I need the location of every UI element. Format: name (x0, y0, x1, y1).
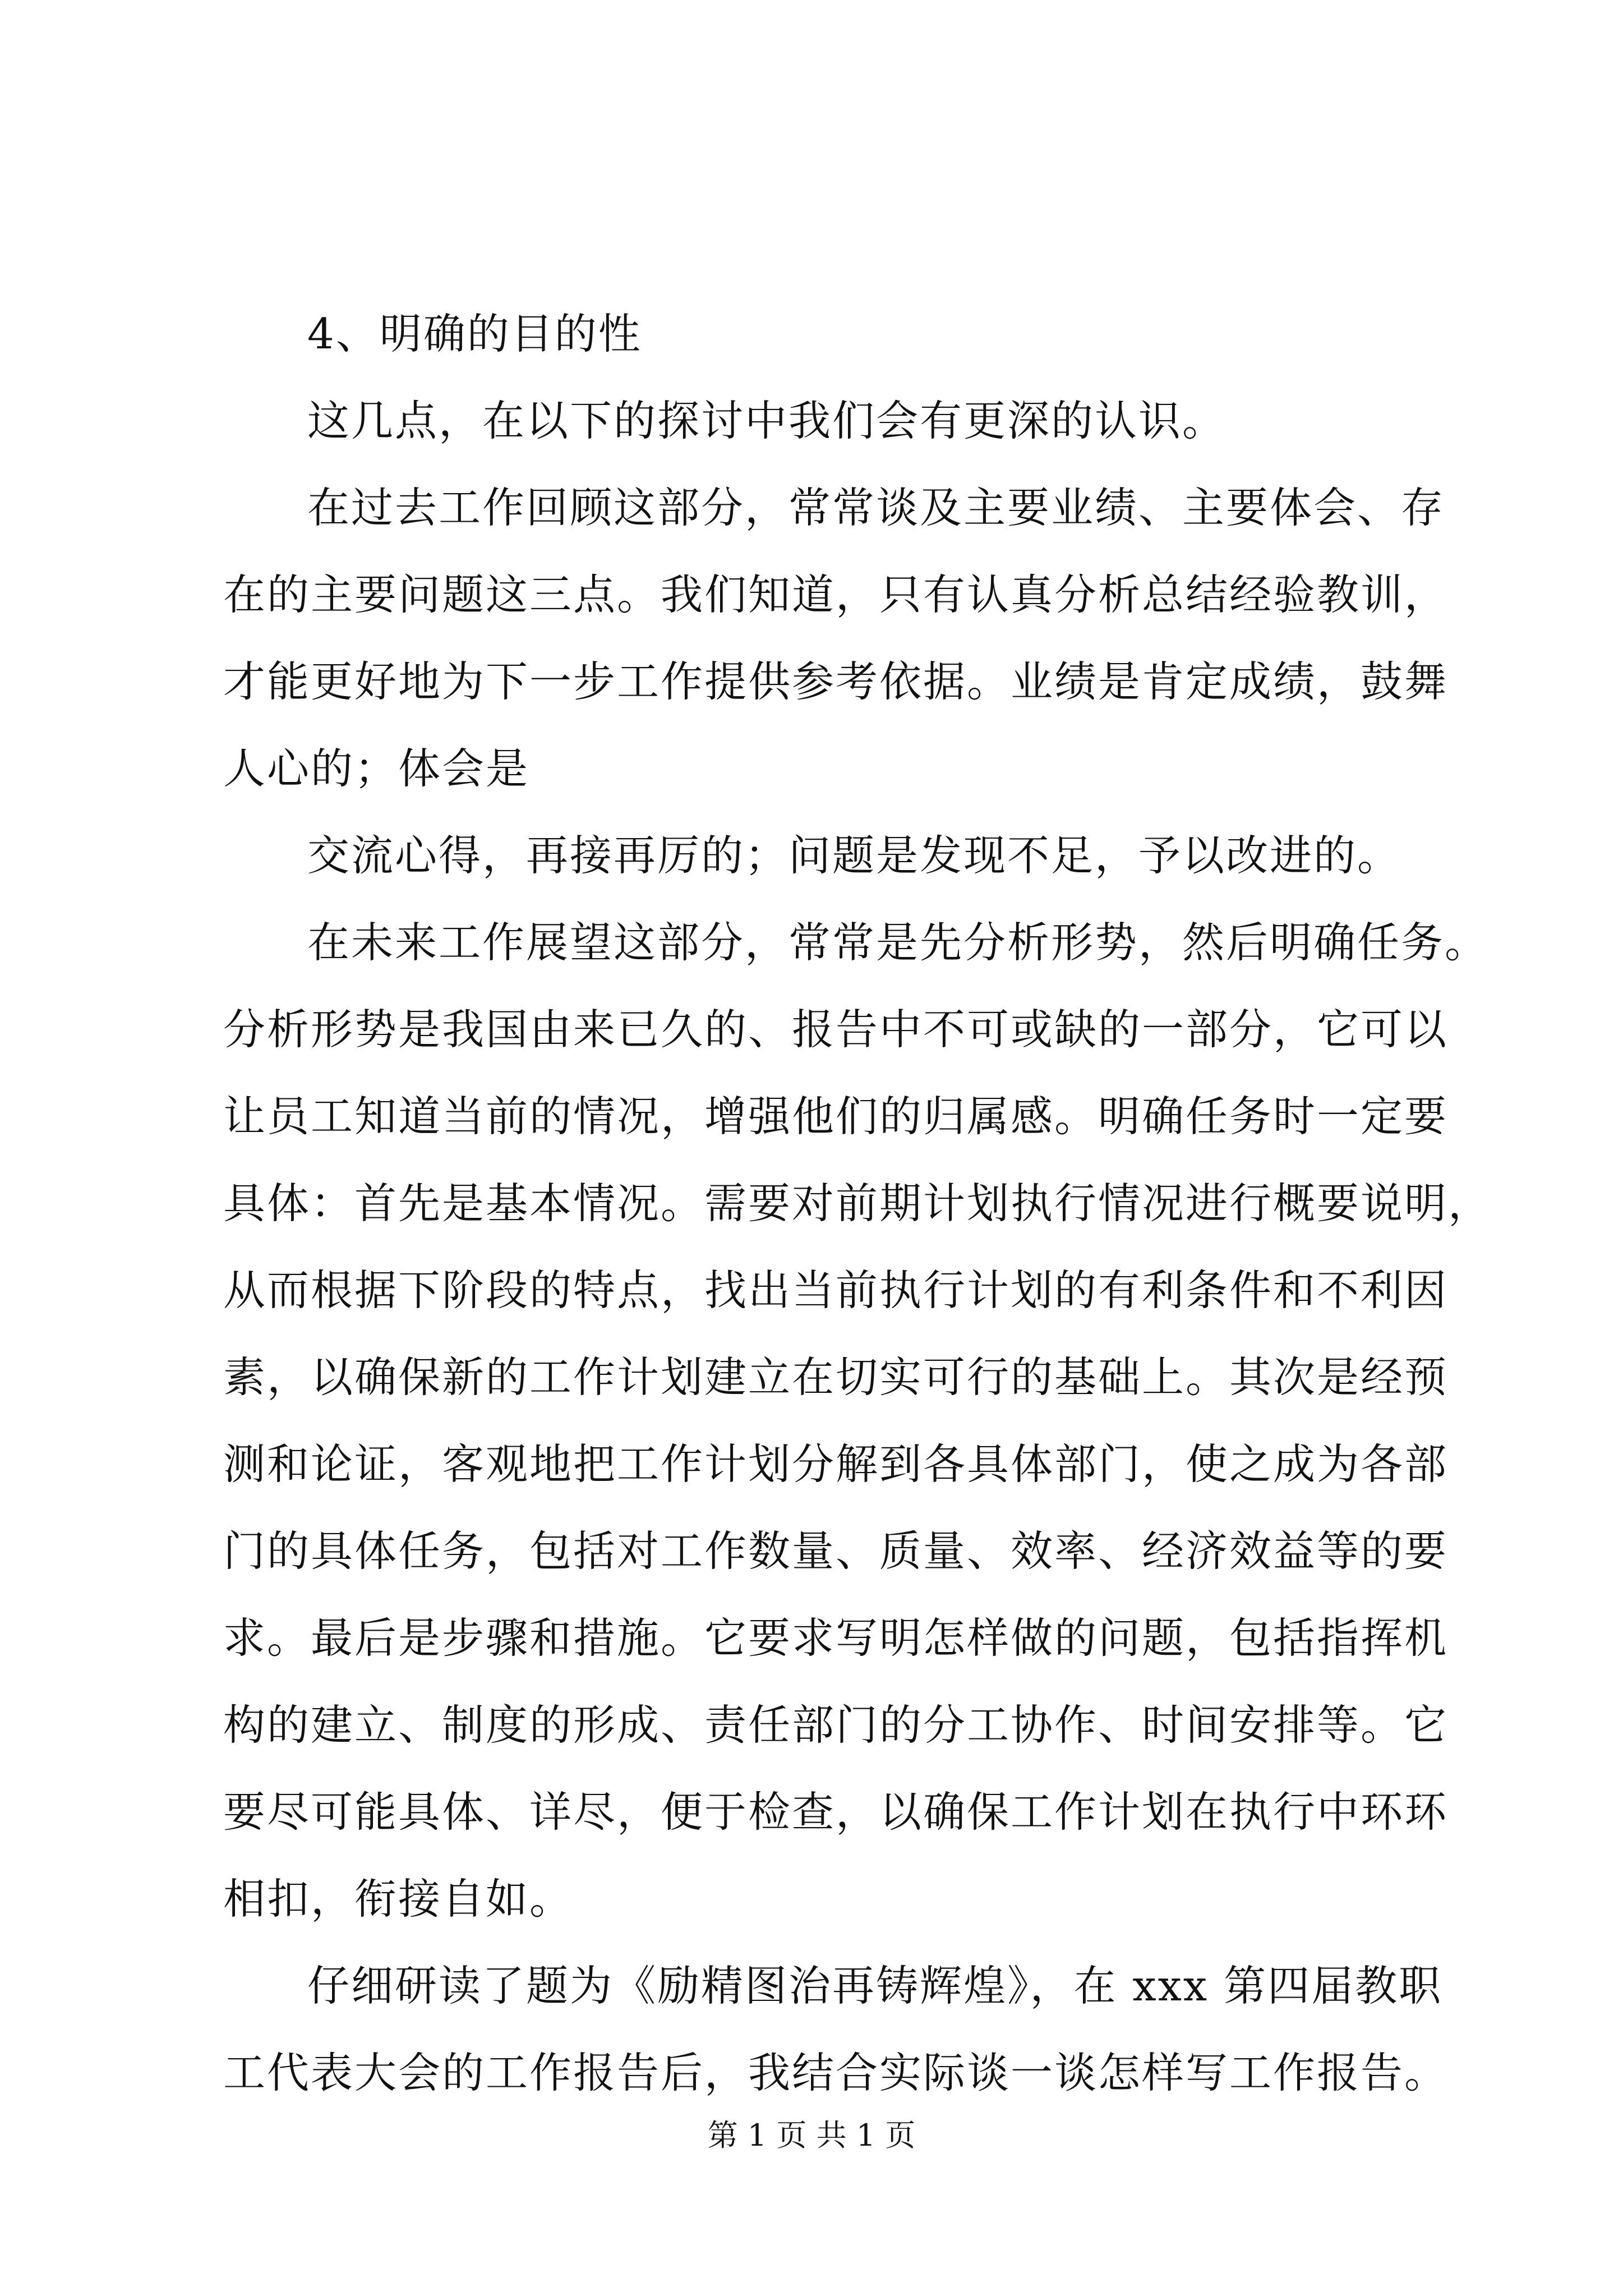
paragraph-line: 在过去工作回顾这部分，常常谈及主要业绩、主要体会、存 (307, 483, 1445, 532)
page-number-footer: 第 1 页 共 1 页 (707, 2118, 916, 2153)
paragraph-line: 要尽可能具体、详尽，便于检查，以确保工作计划在执行中环环 (223, 1787, 1449, 1837)
paragraph-line: 门的具体任务，包括对工作数量、质量、效率、经济效益等的要 (223, 1526, 1449, 1576)
paragraph-line: 分析形势是我国由来已久的、报告中不可或缺的一部分，它可以 (223, 1005, 1449, 1054)
paragraph-line: 交流心得，再接再厉的；问题是发现不足，予以改进的。 (307, 831, 1401, 880)
paragraph-line: 让员工知道当前的情况，增强他们的归属感。明确任务时一定要 (223, 1092, 1449, 1141)
paragraph-line: 在的主要问题这三点。我们知道，只有认真分析总结经验教训， (223, 570, 1449, 619)
paragraph-line: 从而根据下阶段的特点，找出当前执行计划的有利条件和不利因 (223, 1266, 1449, 1315)
paragraph-line: 构的建立、制度的形成、责任部门的分工协作、时间安排等。它 (223, 1700, 1449, 1750)
paragraph-line: 才能更好地为下一步工作提供参考依据。业绩是肯定成绩，鼓舞 (223, 657, 1449, 706)
paragraph-line: 素，以确保新的工作计划建立在切实可行的基础上。其次是经预 (223, 1352, 1449, 1402)
paragraph-line: 测和论证，客观地把工作计划分解到各具体部门，使之成为各部 (223, 1439, 1449, 1489)
paragraph-line: 仔细研读了题为《励精图治再铸辉煌》，在 xxx 第四届教职 (307, 1961, 1443, 2010)
paragraph-line: 工代表大会的工作报告后，我结合实际谈一谈怎样写工作报告。 (223, 2048, 1449, 2097)
paragraph-line: 求。最后是步骤和措施。它要求写明怎样做的问题，包括指挥机 (223, 1613, 1449, 1663)
paragraph-line: 人心的；体会是 (223, 744, 530, 793)
paragraph-line: 具体：首先是基本情况。需要对前期计划执行情况进行概要说明， (223, 1179, 1492, 1228)
paragraph-line-heading: 4、明确的目的性 (307, 309, 642, 358)
paragraph-line: 相扣，衔接自如。 (223, 1874, 574, 1924)
paragraph-line: 这几点，在以下的探讨中我们会有更深的认识。 (307, 396, 1227, 445)
paragraph-line: 在未来工作展望这部分，常常是先分析形势，然后明确任务。 (307, 918, 1489, 967)
